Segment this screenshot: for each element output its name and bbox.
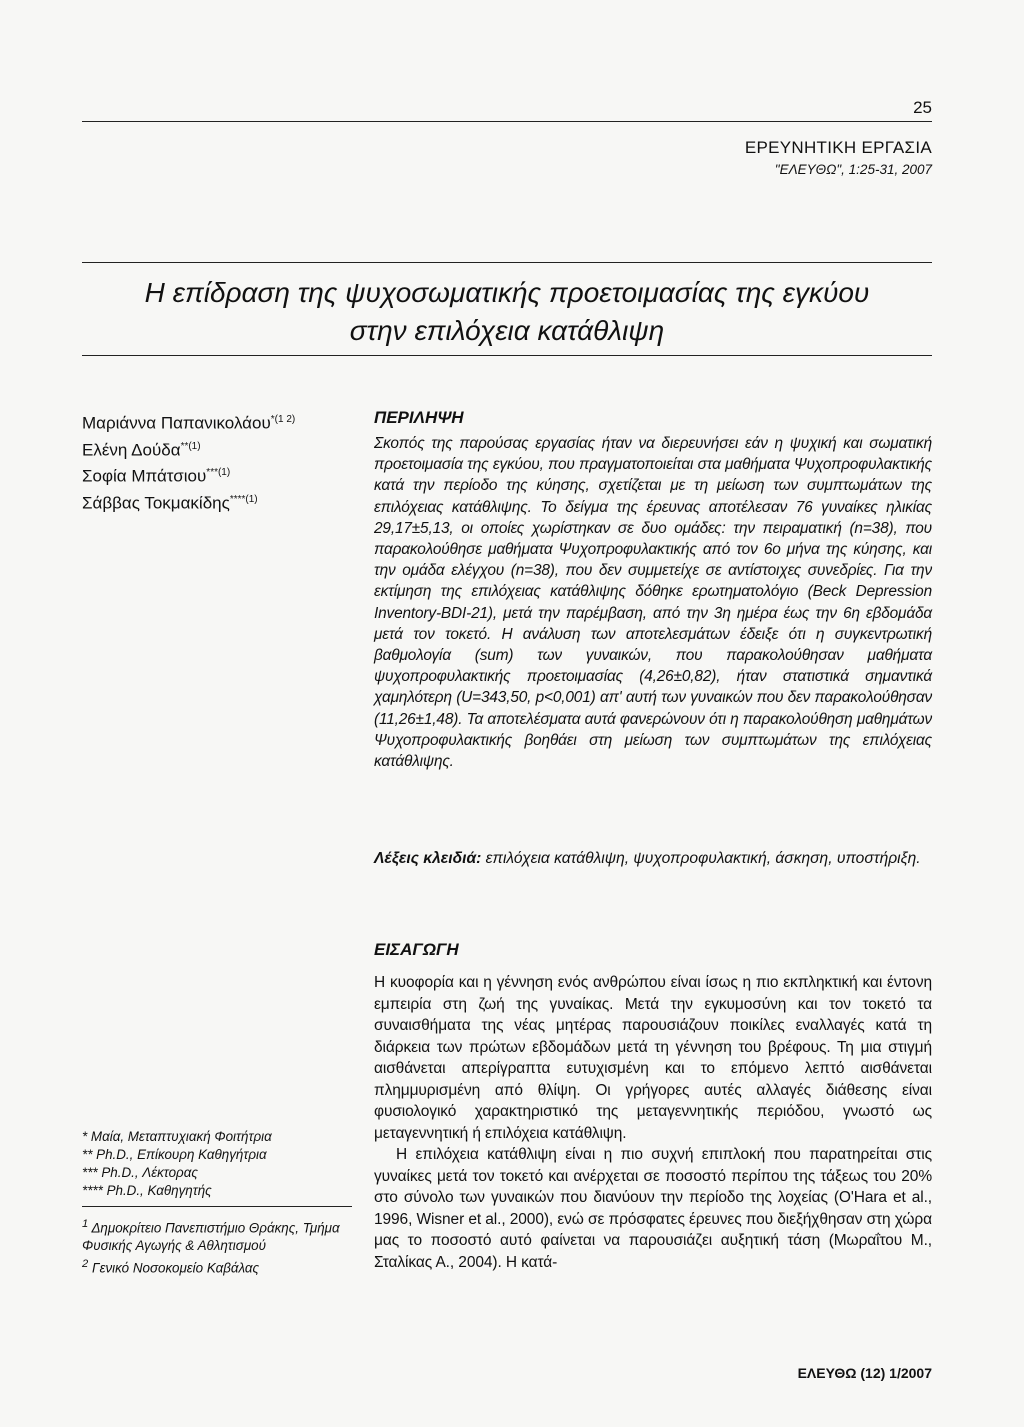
article-title <box>82 274 932 350</box>
author: Μαριάννα Παπανικολάου$^{*(1 2)}$ <box>82 413 296 433</box>
journal-header <box>745 138 932 177</box>
title-line-1: Η επίδραση της ψυχοσωματικής προετοιμασίας της εγκύου <box>144 277 870 308</box>
author: Ελένη Δούδα$^{**(1)}$ <box>82 440 201 460</box>
title-rule-top <box>82 262 932 263</box>
footnote-rule <box>82 1206 352 1207</box>
author-list <box>82 408 295 515</box>
author: Σοφία Μπάτσιου$^{***(1)}$ <box>82 466 231 486</box>
title-rule-bottom <box>82 355 932 356</box>
footnote-affiliation: $^2$ Γενικό Νοσοκομείο Καβάλας <box>82 1258 260 1276</box>
abstract-heading: ΠΕΡΙΛΗΨΗ <box>374 408 464 427</box>
keywords-text: επιλόχεια κατάθλιψη, ψυχοπροφυλακτική, άσκηση, υποστήριξη. <box>485 850 921 867</box>
page-number: 25 <box>913 98 932 117</box>
article-type: ΕΡΕΥΝΗΤΙΚΗ ΕΡΓΑΣΙΑ <box>744 138 932 157</box>
author-footnotes <box>82 1128 352 1278</box>
paragraph: Η επιλόχεια κατάθλιψη είναι η πιο συχνή επιπλοκή που παρατηρείται στις γυναίκες μετά τον τοκετό και ανέρχεται σε ποσοστό περίπου της τάξεως του 20% στο σύνολο των γυναικών που διανύουν την περίοδο της λοχείας (O'Hara et al., 1996, Wisner et al., 2000), ενώ σε πρόσφατες έρευνες που διεξήχθησαν στη χώρα μας το ποσοστό αυτό φαίνεται να παρουσιάζει αυξητική τάση (Μωραΐτου Μ., Σταλίκας Α., 2004). Η κατά- <box>374 1146 932 1271</box>
abstract-text: Σκοπός της παρούσας εργασίας ήταν να διερευνήσει εάν η ψυχική και σωματική προετοιμασία της εγκύου, που πραγματοποιείται στα μαθήματα Ψυχοπροφυλακτικής κατά την περίοδο της κύησης, σχετίζεται με τη μείωση των συμπτωμάτων της επιλόχειας κατάθλιψης. Το δείγμα της έρευνας αποτέλεσαν 76 γυναίκες ηλικίας 29,17±5,13, οι οποίες χωρίστηκαν σε δυο ομάδες: την πειραματική (n=38), που παρακολούθησε μαθήματα Ψυχοπροφυλακτικής από τον 6ο μήνα της κύησης, και την ομάδα ελέγχου (n=38), που δεν συμμετείχε σε αντίστοιχες συνεδρίες. Για την εκτίμηση της επιλόχειας κατάθλιψης δόθηκε ερωτηματολόγιο (Beck Depression Inventory-BDI-21), μετά την παρέμβαση, από την 3η ημέρα έως την 6η εβδομάδα μετά τον τοκετό. Η ανάλυση των αποτελεσμάτων έδειξε ότι η συγκεντρωτική βαθμολογία (sum) των γυναικών, που παρακολούθησαν μαθήματα ψυχοπροφυλακτικής προετοιμασίας (4,26±0,82), ήταν στατιστικά σημαντικά χαμηλότερη (U=343,50, p<0,001) απ' αυτή των γυναικών που δεν παρακολούθησαν (11,26±1,48). Τα αποτελέσματα αυτά φανερώνουν ότι η παρακολούθηση μαθημάτων Ψυχοπροφυλακτικής βοηθάει στη μείωση των συμπτωμάτων της επιλόχειας κατάθλιψης. <box>374 435 932 771</box>
introduction-section <box>374 940 932 1273</box>
header-rule <box>82 121 932 122</box>
author: Σάββας Τοκμακίδης$^{****(1)}$ <box>82 493 258 513</box>
keywords <box>374 848 932 870</box>
keywords-label: Λέξεις κλειδιά: <box>374 850 482 867</box>
page-footer: ΕΛΕΥΘΩ (12) 1/2007 <box>797 1365 932 1381</box>
footnote-affiliation: $^1$ Δημοκρίτειο Πανεπιστήμιο Θράκης, Τμήμα Φυσικής Αγωγής & Αθλητισμού <box>82 1218 340 1254</box>
footnote-role: **** Ph.D., Καθηγητής <box>82 1183 212 1198</box>
footnote-role: ** Ph.D., Επίκουρη Καθηγήτρια <box>82 1147 267 1162</box>
title-line-2: στην επιλόχεια κατάθλιψη <box>349 315 665 346</box>
paragraph: Η κυοφορία και η γέννηση ενός ανθρώπου είναι ίσως η πιο εκπληκτική και έντονη εμπειρία στη ζωή της γυναίκας. Μετά την εγκυμοσύνη και τον τοκετό τα συναισθήματα της νέας μητέρας παρουσιάζουν ποικίλες εναλλαγές κατά τη διάρκεια των πρώτων εβδομάδων μετά τη γέννηση του βρέφους. Τη μια στιγμή αισθάνεται απερίγραπτα ευτυχισμένη και το επόμενο λεπτό αισθάνεται πλημμυρισμένη από θλίψη. Οι γρήγορες αυτές αλλαγές διάθεσης είναι φυσιολογικό χαρακτηριστικό της μεταγεννητικής περιόδου, γνωστό ως μεταγεννητική ή επιλόχεια κατάθλιψη. <box>374 974 932 1142</box>
journal-citation: "ΕΛΕΥΘΩ", 1:25-31, 2007 <box>774 162 932 177</box>
footnote-role: * Μαία, Μεταπτυχιακή Φοιτήτρια <box>82 1129 272 1144</box>
footnote-role: *** Ph.D., Λέκτορας <box>82 1165 198 1180</box>
abstract-section <box>374 408 932 772</box>
introduction-heading: ΕΙΣΑΓΩΓΗ <box>374 940 459 959</box>
